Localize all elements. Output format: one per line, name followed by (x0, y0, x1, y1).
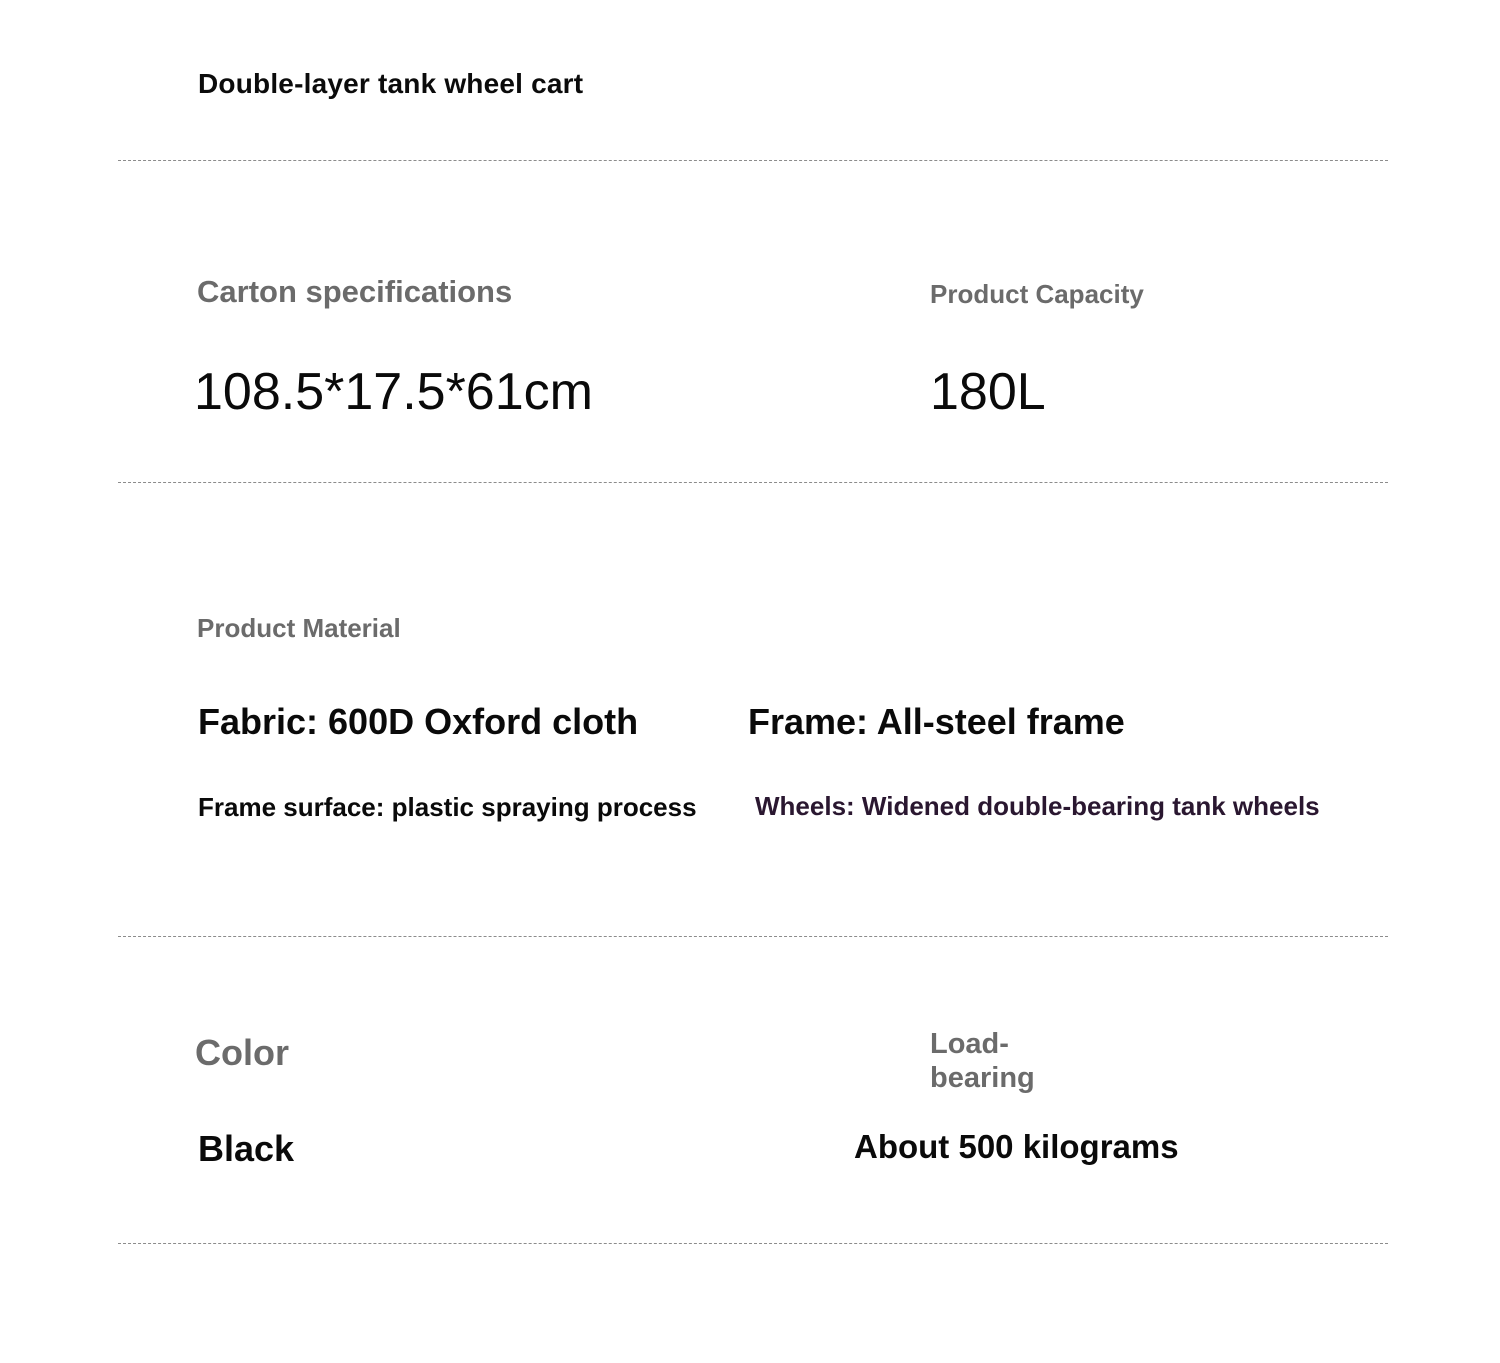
divider (118, 160, 1388, 161)
divider (118, 1243, 1388, 1244)
color-label: Color (195, 1032, 289, 1073)
color-value: Black (198, 1128, 295, 1169)
carton-spec-label: Carton specifications (197, 274, 513, 309)
fabric-value: Fabric: 600D Oxford cloth (198, 701, 639, 742)
frame-surface-value: Frame surface: plastic spraying process (198, 792, 697, 822)
divider (118, 936, 1388, 937)
material-label: Product Material (197, 613, 401, 643)
page-title: Double-layer tank wheel cart (198, 68, 584, 99)
load-bearing-label (930, 1027, 1035, 1095)
load-bearing-label-line2: bearing (930, 1062, 1035, 1094)
capacity-label: Product Capacity (930, 279, 1144, 309)
load-bearing-value: About 500 kilograms (854, 1128, 1179, 1165)
capacity-value: 180L (930, 363, 1046, 421)
frame-value: Frame: All-steel frame (748, 701, 1125, 742)
carton-spec-value: 108.5*17.5*61cm (194, 363, 593, 421)
load-bearing-label-line1: Load- (930, 1028, 1009, 1060)
divider (118, 482, 1388, 483)
wheels-value: Wheels: Widened double-bearing tank wheels (755, 791, 1320, 821)
